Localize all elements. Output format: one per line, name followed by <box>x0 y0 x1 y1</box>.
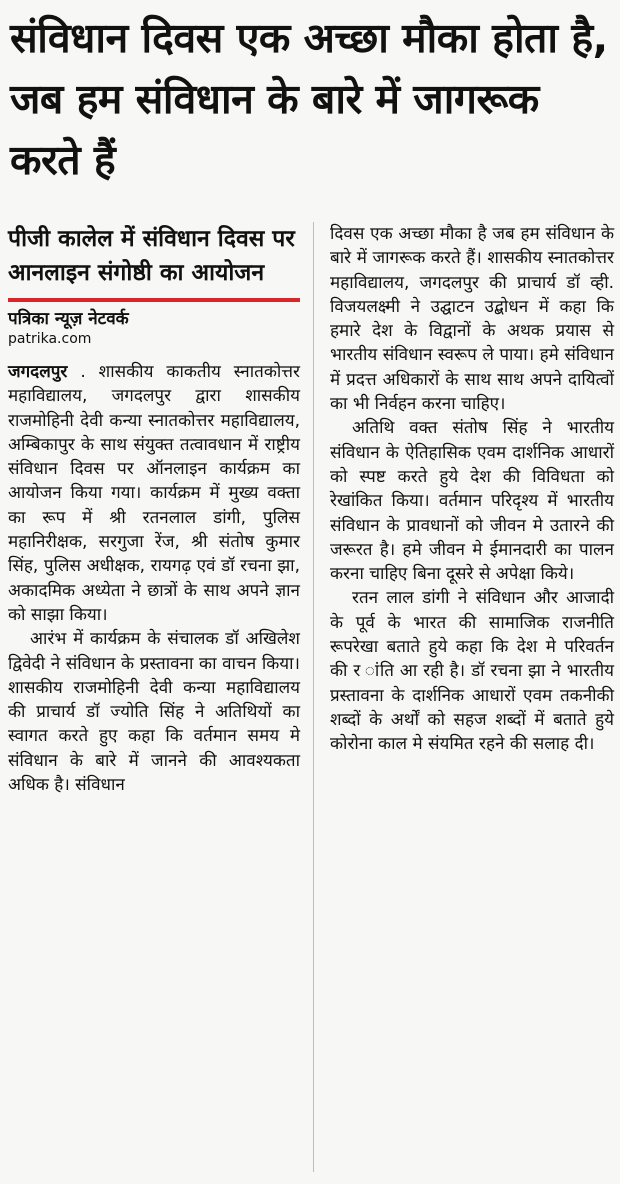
website: patrika.com <box>8 331 92 347</box>
article-paragraph: आरंभ में कार्यक्रम के संचालक डॉ अखिलेश द्विवेदी ने संविधान के प्रस्तावना का वाचन किया। शासकीय राजमोहिनी देवी कन्या महाविद्यालय की प्राचार्य डॉ ज्योति सिंह ने अतिथियों का स्वागत करते हुए कहा कि वर्तमान समय मे संविधान के बारे में जानने की आवश्यकता अधिक है। संविधान <box>8 629 300 796</box>
article-paragraph: दिवस एक अच्छा मौका है जब हम संविधान के बारे में जागरूक करते हैं। शासकीय स्नातकोत्तर महाविद्यालय, जगदलपुर की प्राचार्य डॉ व्ही. विजयलक्ष्मी ने उद्घाटन उद्बोधन में कहा कि हमारे देश के विद्वानों के अथक प्रयास से भारतीय संविधान स्वरूप ले पाया। हमे संविधान में प्रदत्त अधिकारों के साथ साथ अपने दायित्वों का भी निर्वहन करना चाहिए। <box>330 224 614 415</box>
article-paragraph <box>8 360 300 627</box>
dateline: जगदलपुर <box>8 362 68 382</box>
right-column <box>330 222 614 757</box>
byline: पत्रिका न्यूज़ नेटवर्क <box>8 309 129 329</box>
headline: संविधान दिवस एक अच्छा मौका होता है, जब हम संविधान के बारे में जागरूक करते हैं <box>10 14 608 184</box>
subheadline: पीजी कालेल में संविधान दिवस पर आनलाइन संगोष्ठी का आयोजन <box>8 226 295 286</box>
paragraph-text: . शासकीय काकतीय स्नातकोत्तर महाविद्यालय, जगदलपुर द्वारा शासकीय राजमोहिनी देवी कन्या स्नातकोत्तर महाविद्यालय, अम्बिकापुर के साथ संयुक्त तत्वावधान में राष्ट्रीय संविधान दिवस पर ऑनलाइन कार्यक्रम का आयोजन किया गया। कार्यक्रम में मुख्य वक्ता का रूप में श्री रतनलाल डांगी, पुलिस महानिरीक्षक, सरगुजा रेंज, श्री संतोष कुमार सिंह, पुलिस अधीक्षक, रायगढ़ एवं डॉ रचना झा, अकादमिक अध्येता ने छात्रों के साथ अपने ज्ञान को साझा किया। <box>8 362 300 625</box>
accent-rule <box>8 298 300 302</box>
column-divider <box>313 222 314 1172</box>
article-paragraph: अतिथि वक्त संतोष सिंह ने भारतीय संविधान के ऐतिहासिक एवम दार्शनिक आधारों को स्पष्ट करते हुये देश की विविधता को रेखांकित किया। वर्तमान परिदृश्य में भारतीय संविधान के प्रावधानों को जीवन मे उतारने की जरूरत है। हमे जीवन मे ईमानदारी का पालन करना चाहिए बिना दूसरे से अपेक्षा किये। <box>330 418 614 585</box>
left-column <box>8 222 300 797</box>
article-paragraph: रतन लाल डांगी ने संविधान और आजादी के पूर्व के भारत की सामाजिक राजनीति रूपरेखा बताते हुये कहा कि देश मे परिवर्तन की र ांति आ रही है। डॉ रचना झा ने भारतीय प्रस्तावना के दार्शनिक आधारों एवम तकनीकी शब्दों के अर्थों को सहज शब्दों में बताते हुये कोरोना काल मे संयमित रहने की सलाह दी। <box>330 588 614 755</box>
